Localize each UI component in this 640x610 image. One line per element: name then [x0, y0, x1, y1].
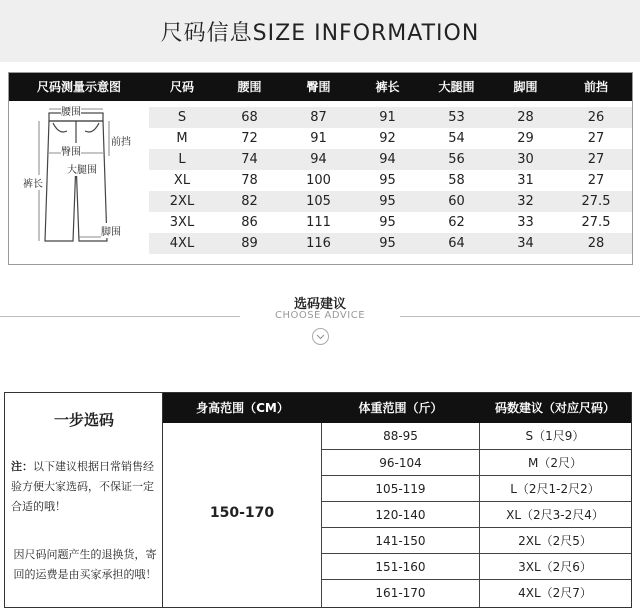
cell-thigh: 56: [448, 152, 465, 167]
cell-length: 92: [379, 131, 396, 146]
cell-hip: 100: [306, 173, 331, 188]
cell-length: 95: [379, 194, 396, 209]
advice-row: [322, 449, 631, 475]
height-range-value: 150-170: [209, 505, 275, 521]
cell-size: M: [176, 131, 188, 146]
header-length: 裤长: [375, 80, 400, 94]
banner: [0, 0, 640, 62]
cell-front-rise: 27: [587, 173, 605, 188]
cell-size: 3XL: [169, 215, 195, 230]
size-row-s: [149, 107, 632, 128]
header-hip: 臀围: [306, 80, 331, 94]
cell-length: 91: [379, 110, 396, 125]
note-prefix: 注：: [11, 460, 33, 473]
cell-size: 2XL: [169, 194, 195, 209]
diagram-label-hem: 脚围: [101, 223, 121, 238]
weight-range: 120-140: [375, 508, 426, 522]
header-front-rise: 前挡: [583, 80, 608, 94]
cell-length: 95: [379, 173, 396, 188]
cell-front-rise: 27: [587, 131, 605, 146]
cell-size: S: [177, 110, 187, 125]
cell-waist: 86: [241, 215, 258, 230]
weight-range: 88-95: [383, 429, 418, 443]
advice-row: [322, 579, 631, 607]
return-note: 因尺码问题产生的退换货，寄回的运费是由买家承担的哦！: [13, 548, 157, 581]
diagram-label-length: 裤长: [23, 175, 43, 190]
cell-waist: 89: [241, 236, 258, 251]
cell-hip: 91: [310, 131, 327, 146]
size-table-header: [9, 73, 632, 101]
size-suggestion: L（2尺1-2尺2）: [510, 482, 600, 496]
header-waist: 腰围: [237, 80, 262, 94]
note-body: 以下建议根据日常销售经验方便大家选码，不保证一定合适的哦！: [11, 460, 154, 513]
cell-hem: 31: [517, 173, 534, 188]
cell-hip: 94: [310, 152, 327, 167]
weight-range: 96-104: [379, 456, 422, 470]
cell-front-rise: 27: [587, 152, 605, 167]
diagram-label-front-rise: 前挡: [111, 133, 131, 148]
cell-hem: 33: [517, 215, 534, 230]
pants-measurement-diagram: [9, 101, 149, 264]
cell-thigh: 60: [448, 194, 465, 209]
cell-thigh: 64: [448, 236, 465, 251]
size-row-m: [149, 128, 632, 149]
cell-waist: 78: [241, 173, 258, 188]
cell-thigh: 58: [448, 173, 465, 188]
size-row-4xl: [149, 233, 632, 254]
size-suggestion: 2XL（2尺5）: [518, 534, 592, 548]
cell-front-rise: 28: [587, 236, 605, 251]
cell-thigh: 62: [448, 215, 465, 230]
cell-waist: 68: [241, 110, 258, 125]
cell-length: 95: [379, 215, 396, 230]
advice-title: 选码建议: [293, 297, 346, 312]
cell-front-rise: 27.5: [581, 215, 611, 230]
advice-row: [322, 527, 631, 553]
header-hem: 脚围: [513, 80, 538, 94]
advice-table-header: [163, 393, 631, 423]
size-table: [8, 72, 633, 265]
advice-row: [322, 475, 631, 501]
cell-front-rise: 26: [587, 110, 605, 125]
header-size: 尺码: [169, 80, 194, 94]
advice-row: [322, 553, 631, 579]
size-suggestion: M（2尺）: [528, 456, 582, 470]
size-suggestion: 4XL（2尺7）: [518, 586, 592, 600]
weight-range: 161-170: [375, 586, 426, 600]
weight-range: 141-150: [375, 534, 426, 548]
advice-row: [322, 423, 631, 449]
header-weight: 体重范围（斤）: [358, 401, 443, 415]
diagram-label-waist: 腰围: [61, 103, 81, 118]
cell-size: XL: [173, 173, 191, 188]
cell-hem: 34: [517, 236, 534, 251]
cell-hem: 29: [517, 131, 534, 146]
size-row-2xl: [149, 191, 632, 212]
size-row-xl: [149, 170, 632, 191]
size-row-3xl: [149, 212, 632, 233]
chevron-down-circle-icon: [312, 328, 329, 345]
cell-front-rise: 27.5: [581, 194, 611, 209]
advice-notes-panel: [5, 393, 163, 607]
weight-range: 151-160: [375, 560, 426, 574]
size-suggestion: 3XL（2尺6）: [518, 560, 592, 574]
size-row-l: [149, 149, 632, 170]
header-diagram: 尺码测量示意图: [36, 80, 121, 94]
cell-hip: 105: [306, 194, 331, 209]
cell-hip: 87: [310, 110, 327, 125]
cell-hip: 116: [306, 236, 331, 251]
header-thigh: 大腿围: [438, 80, 475, 94]
cell-hem: 32: [517, 194, 534, 209]
cell-hem: 28: [517, 110, 534, 125]
advice-table: [4, 392, 632, 608]
cell-hip: 111: [306, 215, 331, 230]
height-range-cell: [163, 423, 322, 607]
header-size-suggestion: 码数建议（对应尺码）: [494, 401, 615, 415]
advice-subtitle: CHOOSE ADVICE: [274, 310, 366, 321]
cell-thigh: 53: [448, 110, 465, 125]
cell-thigh: 54: [448, 131, 465, 146]
cell-waist: 72: [241, 131, 258, 146]
weight-range: 105-119: [375, 482, 426, 496]
cell-waist: 74: [241, 152, 258, 167]
cell-size: 4XL: [169, 236, 195, 251]
advice-note: [11, 457, 159, 517]
cell-length: 95: [379, 236, 396, 251]
cell-size: L: [178, 152, 186, 167]
header-height: 身高范围（CM）: [196, 401, 289, 415]
diagram-label-hip: 臀围: [61, 143, 81, 158]
size-suggestion: XL（2尺3-2尺4）: [506, 508, 604, 522]
step-title: 一步选码: [53, 411, 114, 429]
diagram-label-thigh: 大腿围: [67, 161, 97, 176]
cell-hem: 30: [517, 152, 534, 167]
cell-length: 94: [379, 152, 396, 167]
size-suggestion: S（1尺9）: [525, 429, 585, 443]
banner-title: 尺码信息SIZE INFORMATION: [160, 21, 480, 46]
advice-row: [322, 501, 631, 527]
cell-waist: 82: [241, 194, 258, 209]
